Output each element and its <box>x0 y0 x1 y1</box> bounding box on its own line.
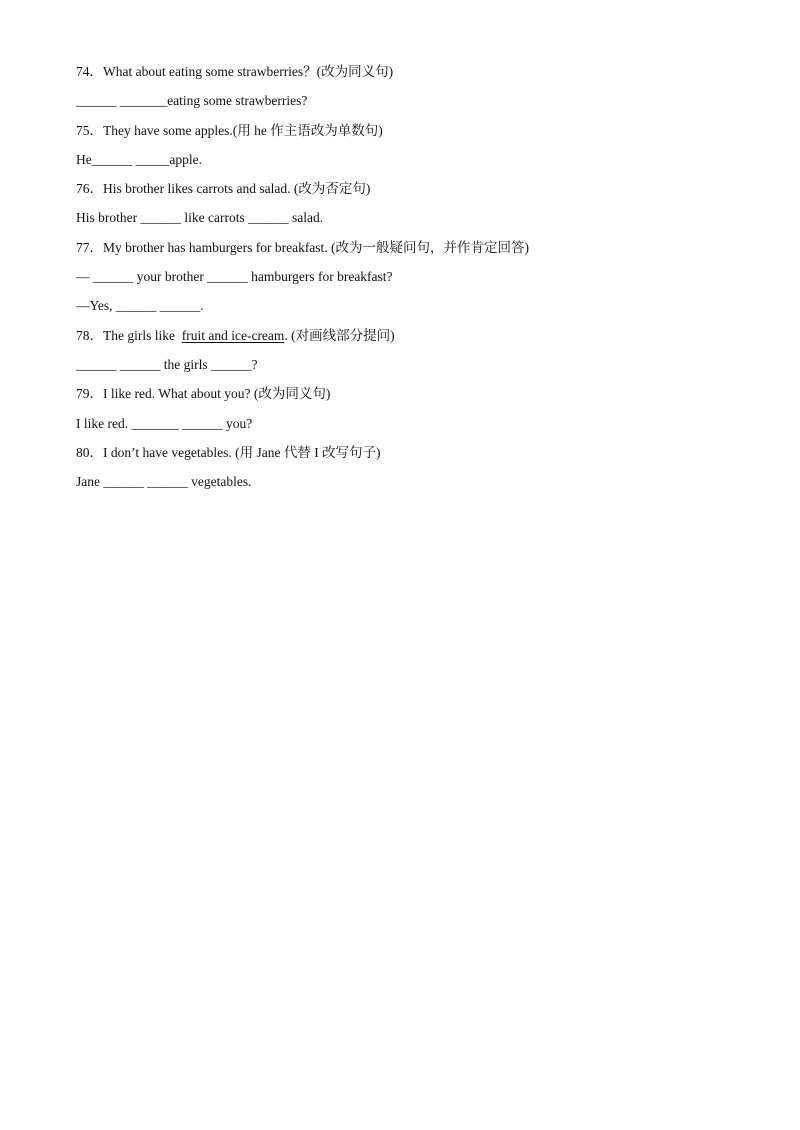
question-78-underlined-phrase: fruit and ice-cream <box>181 327 285 343</box>
question-78-prompt-start: 78．The girls like <box>76 327 182 343</box>
question-79-answer: I like red. _______ ______ you? <box>76 415 253 431</box>
question-77-answer-reply: —Yes, ______ ______. <box>76 298 204 314</box>
question-75-prompt: 75．They have some apples.(用 he 作主语改为单数句) <box>76 122 383 138</box>
question-80-prompt: 80．I don’t have vegetables. (用 Jane 代替 I 改写句子) <box>76 444 381 460</box>
question-76-answer: His brother ______ like carrots ______ salad. <box>76 210 324 226</box>
question-78-answer: ______ ______ the girls ______? <box>76 356 258 372</box>
question-80-answer: Jane ______ ______ vegetables. <box>76 474 252 490</box>
question-78-prompt <box>76 326 756 355</box>
question-77-answer-question: — ______ your brother ______ hamburgers for breakfast? <box>76 269 393 285</box>
question-78-prompt-end: . (对画线部分提问) <box>284 327 395 343</box>
question-77-prompt: 77．My brother has hamburgers for breakfast. (改为一般疑问句，并作肯定回答) <box>76 239 530 255</box>
exercise-list <box>76 62 756 501</box>
question-74-prompt: 74．What about eating some strawberries？(改为同义句) <box>76 64 394 79</box>
question-76-prompt: 76．His brother likes carrots and salad. (改为否定句) <box>76 181 371 197</box>
question-74-answer: ______ _______eating some strawberries? <box>76 93 308 109</box>
question-75-answer: He______ _____apple. <box>76 151 202 167</box>
question-79-prompt: 79．I like red. What about you? (改为同义句) <box>76 386 331 402</box>
